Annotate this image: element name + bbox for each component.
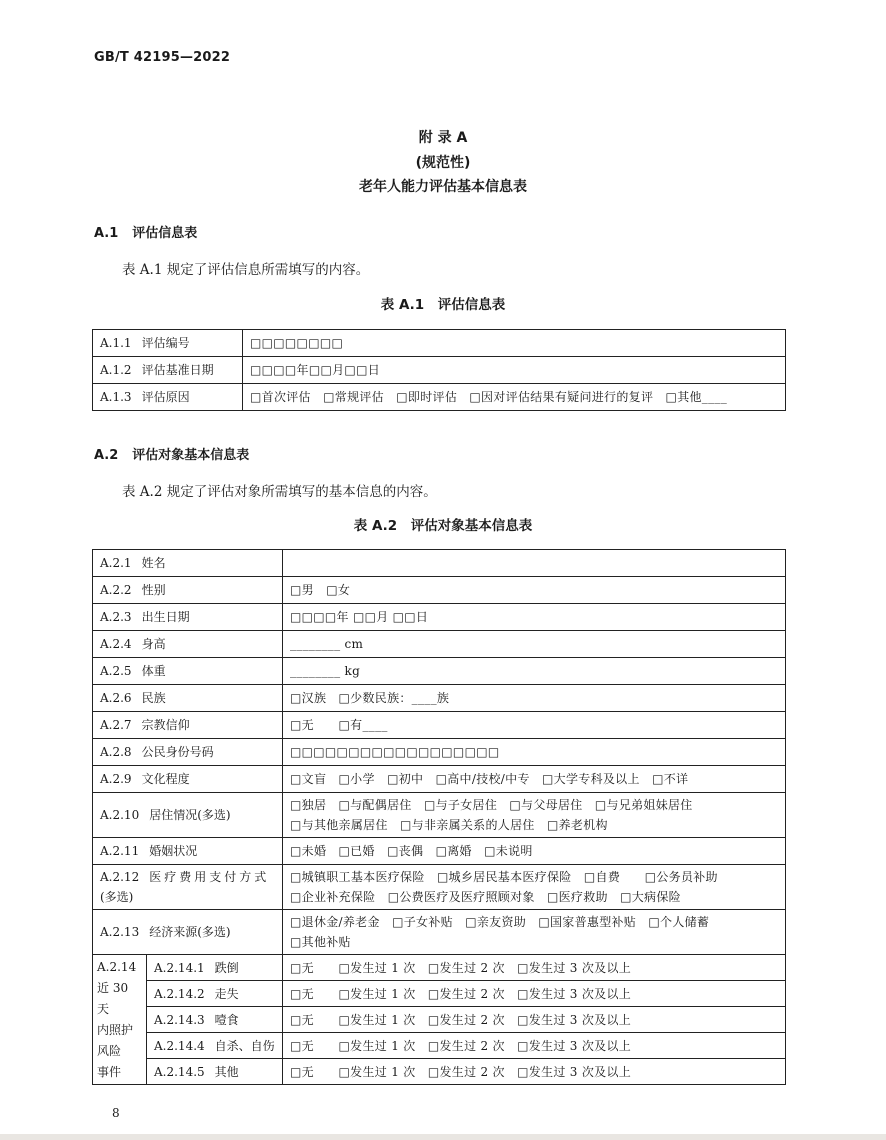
row-label: A.1.1 评估编号 [93,330,243,357]
subject-info-table [92,549,786,1085]
row-label: A.2.2 性别 [93,577,283,604]
row-label: A.2.10 居住情况(多选) [93,793,283,838]
table-a2-title: 表 A.2 评估对象基本信息表 [353,518,533,534]
appendix-subtitle: (规范性) [415,155,471,171]
table-row [93,865,786,910]
table-row [93,384,786,411]
table-row [93,739,786,766]
row-label: A.2.14.2 走失 [147,981,283,1007]
table-row [93,910,786,955]
medical-payment-options[interactable] [283,865,786,910]
section-a1-heading [94,222,197,241]
row-label: A.2.14.1 跌倒 [147,955,283,981]
table-row [93,577,786,604]
appendix-title: 附 录 A [418,130,468,146]
table-row [93,1033,786,1059]
table-row [93,838,786,865]
assessment-reason-options[interactable]: □首次评估 □常规评估 □即时评估 □因对评估结果有疑问进行的复评 □其他____ [243,384,786,411]
row-label: A.2.4 身高 [93,631,283,658]
income-source-options[interactable] [283,910,786,955]
table-row [93,1059,786,1085]
education-options[interactable]: □文盲 □小学 □初中 □高中/技校/中专 □大学专科及以上 □不详 [283,766,786,793]
option-line: □其他补贴 [290,935,351,949]
table-row [93,631,786,658]
table-row [93,685,786,712]
row-label: A.2.7 宗教信仰 [93,712,283,739]
section-title: 评估对象基本信息表 [132,448,250,463]
section-a1-intro: 表 A.1 规定了评估信息所需填写的内容。 [122,262,370,278]
weight-field[interactable]: ________ kg [283,658,786,685]
row-label: A.2.3 出生日期 [93,604,283,631]
row-label: A.2.14.5 其他 [147,1059,283,1085]
living-situation-options[interactable] [283,793,786,838]
page-bottom-edge [0,1134,886,1140]
standard-number: GB/T 42195—2022 [94,50,231,65]
table-row [93,981,786,1007]
row-label: A.2.5 体重 [93,658,283,685]
row-label: A.2.6 民族 [93,685,283,712]
table-row [93,1007,786,1033]
other-risk-options[interactable]: □无 □发生过 1 次 □发生过 2 次 □发生过 3 次及以上 [283,1059,786,1085]
wandering-risk-options[interactable]: □无 □发生过 1 次 □发生过 2 次 □发生过 3 次及以上 [283,981,786,1007]
height-field[interactable]: ________ cm [283,631,786,658]
row-label: A.2.13 经济来源(多选) [93,910,283,955]
birth-date-field[interactable]: □□□□年 □□月 □□日 [283,604,786,631]
assessment-date-field[interactable]: □□□□年□□月□□日 [243,357,786,384]
option-line: □城镇职工基本医疗保险 □城乡居民基本医疗保险 □自费 □公务员补助 [290,870,718,884]
row-label: A.2.9 文化程度 [93,766,283,793]
option-line: □退休金/养老金 □子女补贴 □亲友资助 □国家普惠型补贴 □个人储蓄 [290,915,710,929]
section-number: A.2 [94,448,119,463]
choking-risk-options[interactable]: □无 □发生过 1 次 □发生过 2 次 □发生过 3 次及以上 [283,1007,786,1033]
fall-risk-options[interactable]: □无 □发生过 1 次 □发生过 2 次 □发生过 3 次及以上 [283,955,786,981]
self-harm-risk-options[interactable]: □无 □发生过 1 次 □发生过 2 次 □发生过 3 次及以上 [283,1033,786,1059]
assessment-info-table [92,329,786,411]
table-row [93,550,786,577]
option-line: □企业补充保险 □公费医疗及医疗照顾对象 □医疗救助 □大病保险 [290,890,681,904]
section-a2-heading [94,444,249,463]
section-title: 评估信息表 [132,226,198,241]
assessment-number-field[interactable]: □□□□□□□□ [243,330,786,357]
table-row [93,658,786,685]
option-line: □独居 □与配偶居住 □与子女居住 □与父母居住 □与兄弟姐妹居住 [290,798,693,812]
section-a2-intro: 表 A.2 规定了评估对象所需填写的基本信息的内容。 [122,484,437,500]
row-label: A.2.14.3 噎食 [147,1007,283,1033]
marital-status-options[interactable]: □未婚 □已婚 □丧偶 □离婚 □未说明 [283,838,786,865]
row-label: A.2.11 婚姻状况 [93,838,283,865]
table-a1-title: 表 A.1 评估信息表 [380,297,506,313]
id-number-field[interactable]: □□□□□□□□□□□□□□□□□□ [283,739,786,766]
page-number: 8 [112,1106,120,1120]
row-label: A.2.8 公民身份号码 [93,739,283,766]
row-label: A.2.12 医疗费用支付方式 (多选) [93,865,283,910]
row-label: A.2.1 姓名 [93,550,283,577]
table-row [93,357,786,384]
ethnicity-options[interactable]: □汉族 □少数民族：____族 [283,685,786,712]
table-row [93,766,786,793]
table-row [93,330,786,357]
table-row [93,955,786,981]
row-label: A.2.14.4 自杀、自伤 [147,1033,283,1059]
name-field[interactable] [283,550,786,577]
risk-group-label: A.2.14 近 30 天 内照护 风险 事件 [93,955,147,1085]
appendix-name: 老年人能力评估基本信息表 [359,179,527,195]
row-label: A.1.3 评估原因 [93,384,243,411]
gender-options[interactable]: □男 □女 [283,577,786,604]
table-row [93,793,786,838]
section-number: A.1 [94,226,119,241]
table-row [93,712,786,739]
religion-options[interactable]: □无 □有____ [283,712,786,739]
row-label: A.1.2 评估基准日期 [93,357,243,384]
table-row [93,604,786,631]
option-line: □与其他亲属居住 □与非亲属关系的人居住 □养老机构 [290,818,608,832]
